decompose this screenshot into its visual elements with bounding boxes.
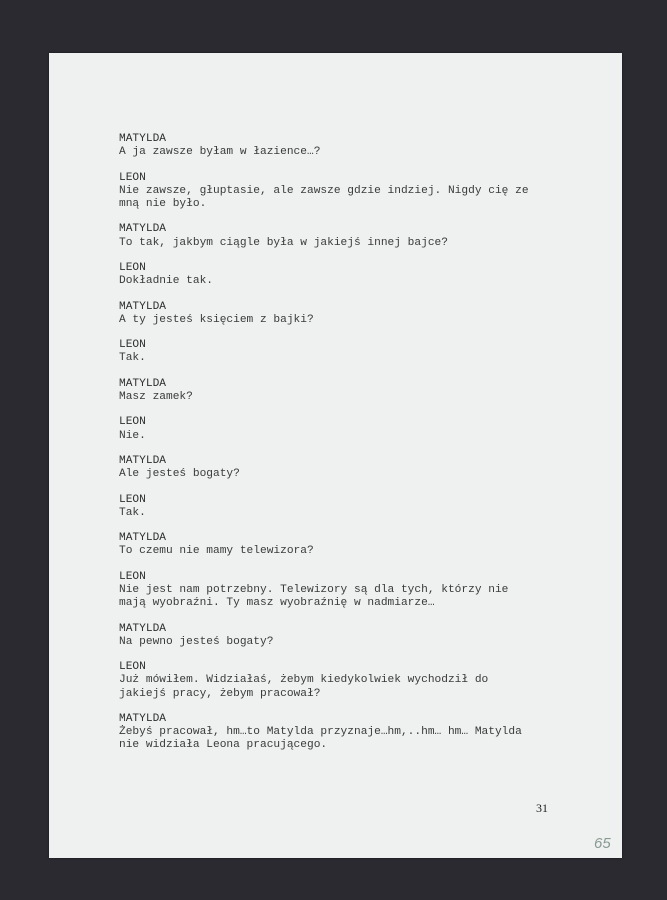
dialogue-entry: [119, 378, 559, 404]
dialogue-entry: [119, 416, 559, 442]
dialogue-line: Nie zawsze, głuptasie, ale zawsze gdzie indziej. Nigdy cię ze: [119, 184, 529, 197]
dialogue-entry: [119, 494, 559, 520]
dialogue-line: Tak.: [119, 506, 146, 519]
speaker-name: MATYLDA: [119, 622, 166, 635]
speaker-name: MATYLDA: [119, 223, 166, 236]
dialogue-line: jakiejś pracy, żebym pracował?: [119, 687, 321, 700]
dialogue-entry: [119, 623, 559, 649]
dialogue-entry: [119, 262, 559, 288]
speaker-name: LEON: [119, 493, 146, 506]
dialogue-line: mają wyobraźni. Ty masz wyobraźnię w nadmiarze…: [119, 597, 435, 610]
dialogue-entry: [119, 301, 559, 327]
speaker-name: MATYLDA: [119, 133, 166, 145]
dialogue-line: A ja zawsze byłam w łazience…?: [119, 146, 321, 159]
script-page: [49, 53, 622, 858]
speaker-name: MATYLDA: [119, 454, 166, 467]
speaker-name: LEON: [119, 570, 146, 583]
dialogue-line: Tak.: [119, 352, 146, 365]
dialogue-entry: [119, 339, 559, 365]
speaker-name: MATYLDA: [119, 377, 166, 390]
dialogue-entry: [119, 532, 559, 558]
dialogue-line: Na pewno jesteś bogaty?: [119, 635, 274, 648]
page-number: 31: [536, 801, 548, 815]
dialogue-entry: [119, 571, 559, 611]
dialogue-entry: [119, 713, 559, 753]
dialogue-entry: [119, 172, 559, 212]
speaker-name: MATYLDA: [119, 532, 166, 545]
dialogue-line: Ale jesteś bogaty?: [119, 468, 240, 481]
dialogue-line: Już mówiłem. Widziałaś, żebym kiedykolwiek wychodził do: [119, 674, 489, 687]
dialogue-line: Masz zamek?: [119, 390, 193, 403]
dialogue-entry: [119, 455, 559, 481]
speaker-name: LEON: [119, 661, 146, 674]
dialogue-line: nie widziała Leona pracującego.: [119, 739, 328, 752]
dialogue-entry: [119, 661, 559, 701]
dialogue-line: Nie jest nam potrzebny. Telewizory są dla tych, którzy nie: [119, 583, 509, 596]
dialogue-entry: [119, 133, 559, 159]
dialogue-line: Żebyś pracował, hm…to Matylda przyznaje…hm,..hm… hm… Matylda: [119, 726, 522, 739]
speaker-name: MATYLDA: [119, 300, 166, 313]
speaker-name: MATYLDA: [119, 712, 166, 725]
dialogue-line: To tak, jakbym ciągle była w jakiejś innej bajce?: [119, 236, 448, 249]
speaker-name: LEON: [119, 171, 146, 184]
speaker-name: LEON: [119, 261, 146, 274]
dialogue-line: Dokładnie tak.: [119, 275, 213, 288]
dialogue-line: mną nie było.: [119, 198, 207, 210]
dialogue-line: To czemu nie mamy telewizora?: [119, 545, 314, 558]
dialogue-entry: [119, 223, 559, 249]
dialogue-line: Nie.: [119, 429, 146, 442]
speaker-name: LEON: [119, 339, 146, 352]
dialogue-container: [119, 133, 559, 765]
dialogue-line: A ty jesteś księciem z bajki?: [119, 313, 314, 326]
speaker-name: LEON: [119, 416, 146, 429]
archive-handwritten-number: 65: [594, 835, 611, 852]
